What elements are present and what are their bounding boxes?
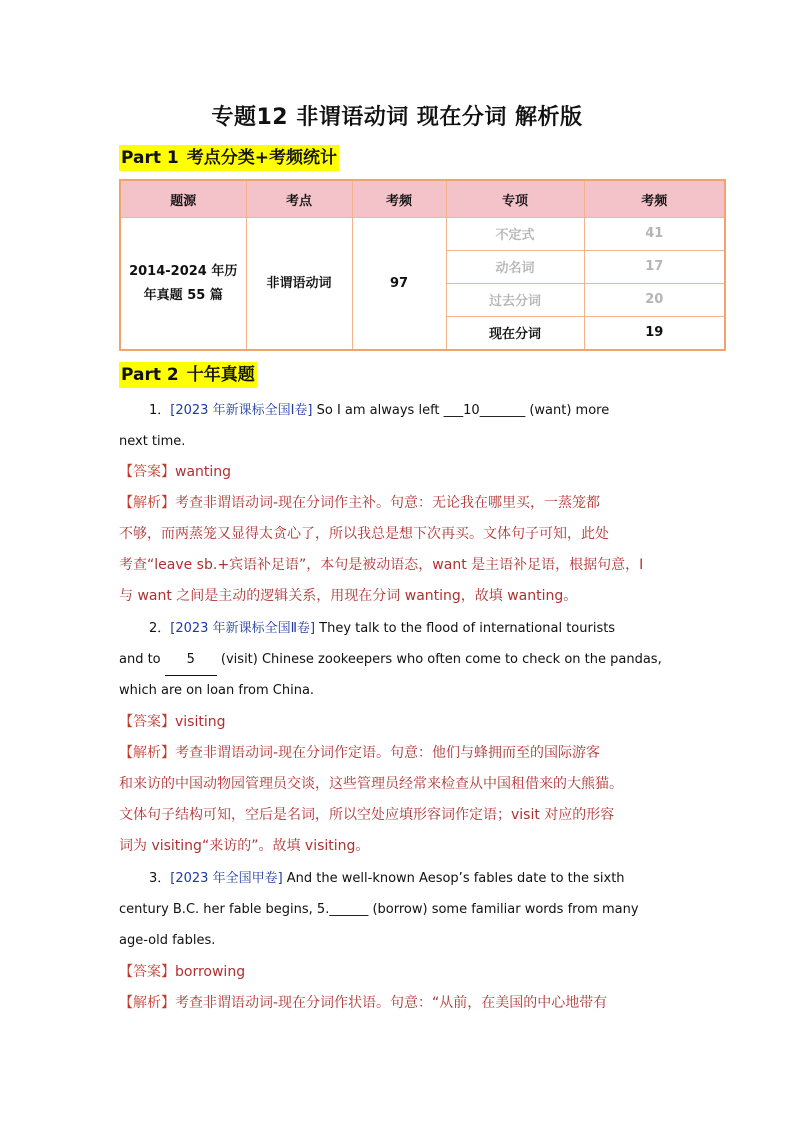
- question-2-line-2: [119, 644, 679, 676]
- explanation-text: 和来访的中国动物园管理员交谈，这些管理员经常来检查从中国租借来的大熊猫。: [119, 776, 623, 792]
- answer-line: [119, 957, 679, 988]
- question-3-line-1: [119, 863, 679, 894]
- question-text: and to: [119, 652, 165, 667]
- part2-number: Part 2: [121, 365, 179, 385]
- header-frequency: 考频: [352, 180, 446, 218]
- source-line-1: 2014-2024 年历: [129, 263, 238, 279]
- part1-label: 考点分类+考频统计: [186, 148, 337, 168]
- explanation-line: [119, 519, 679, 550]
- table-header-row: [120, 180, 725, 218]
- answer-line: [119, 707, 679, 738]
- answer-tag: 【答案】: [119, 714, 175, 730]
- question-text: _______ (want) more: [479, 403, 610, 418]
- question-2-line-1: [119, 613, 679, 644]
- explanation-text: 词为 visiting“来访的”。故填 visiting。: [119, 838, 370, 854]
- explanation-line: [119, 988, 679, 1019]
- part1-number: Part 1: [121, 148, 179, 168]
- table-row: [120, 218, 725, 251]
- explanation-tag: 【解析】: [119, 495, 175, 511]
- explanation-line: [119, 550, 679, 581]
- explanation-line: [119, 831, 679, 862]
- answer-value: wanting: [175, 464, 232, 480]
- source-line-2: 年真题 55 篇: [143, 287, 223, 303]
- explanation-text: 考查非谓语动词-现在分词作主补。句意：无论我在哪里买，一蒸笼都: [175, 495, 601, 511]
- explanation-text: 考查“leave sb.+宾语补足语”，本句是被动语态，want 是主语补足语，根据句意，I: [119, 557, 644, 573]
- item-name: 不定式: [446, 218, 584, 251]
- explanation-tag: 【解析】: [119, 745, 175, 761]
- item-count: 17: [584, 250, 725, 283]
- item-name: 动名词: [446, 250, 584, 283]
- answer-tag: 【答案】: [119, 464, 175, 480]
- explanation-text: 文体句子结构可知，空后是名词，所以空处应填形容词作定语；visit 对应的形容: [119, 807, 615, 823]
- question-number: 1．: [149, 403, 171, 418]
- answer-value: visiting: [175, 714, 226, 730]
- question-1-line-1: [119, 395, 679, 426]
- question-source: [2023 年新课标全国Ⅱ卷]: [170, 621, 316, 636]
- question-blank: 10: [463, 403, 480, 418]
- part2-label: 十年真题: [186, 365, 255, 385]
- question-number: 2．: [149, 621, 171, 636]
- answer-tag: 【答案】: [119, 964, 175, 980]
- header-category-frequency: 考频: [584, 180, 725, 218]
- explanation-text: 不够，而两蒸笼又显得太贪心了，所以我总是想下次再买。文体句子可知，此处: [119, 526, 609, 542]
- item-count: 20: [584, 283, 725, 316]
- explanation-line: [119, 738, 679, 769]
- part1-heading: [119, 145, 339, 171]
- item-count: 19: [584, 316, 725, 350]
- question-text: next time.: [119, 434, 186, 449]
- question-blank: 5: [165, 644, 217, 676]
- frequency-table: [119, 179, 726, 351]
- explanation-line: [119, 488, 679, 519]
- explanation-text: 考查非谓语动词-现在分词作定语。句意：他们与蜂拥而至的国际游客: [175, 745, 601, 761]
- header-category: 专项: [446, 180, 584, 218]
- explanation-text: 考查非谓语动词-现在分词作状语。句意：“从前，在美国的中心地带有: [175, 995, 608, 1011]
- question-text: So I am always left ___: [312, 403, 464, 418]
- question-text: century B.C. her fable begins, 5.______ (borrow) some familiar words from many: [119, 902, 639, 917]
- question-source: [2023 年全国甲卷]: [170, 871, 283, 886]
- item-name: 过去分词: [446, 283, 584, 316]
- explanation-tag: 【解析】: [119, 995, 175, 1011]
- item-count: 41: [584, 218, 725, 251]
- answer-line: [119, 457, 679, 488]
- question-source: [2023 年新课标全国Ⅰ卷]: [170, 403, 313, 418]
- header-source: 题源: [120, 180, 246, 218]
- answer-value: borrowing: [175, 964, 246, 980]
- explanation-line: [119, 769, 679, 800]
- item-name: 现在分词: [446, 316, 584, 350]
- point-cell: 非谓语动词: [246, 218, 352, 351]
- question-text: (visit) Chinese zookeepers who often come to check on the pandas,: [216, 652, 662, 667]
- page-title: 专题12 非谓语动词 现在分词 解析版: [211, 105, 583, 130]
- question-text: They talk to the flood of international tourists: [315, 621, 616, 636]
- question-number: 3．: [149, 871, 171, 886]
- question-text: which are on loan from China.: [119, 683, 315, 698]
- part2-heading: [119, 362, 257, 388]
- header-point: 考点: [246, 180, 352, 218]
- total-cell: 97: [352, 218, 446, 351]
- source-cell: [120, 218, 246, 351]
- question-text: age-old fables.: [119, 933, 216, 948]
- explanation-text: 与 want 之间是主动的逻辑关系，用现在分词 wanting，故填 wanting。: [119, 588, 578, 604]
- question-text: And the well-known Aesop’s fables date to the sixth: [282, 871, 625, 886]
- explanation-line: [119, 800, 679, 831]
- explanation-line: [119, 581, 679, 612]
